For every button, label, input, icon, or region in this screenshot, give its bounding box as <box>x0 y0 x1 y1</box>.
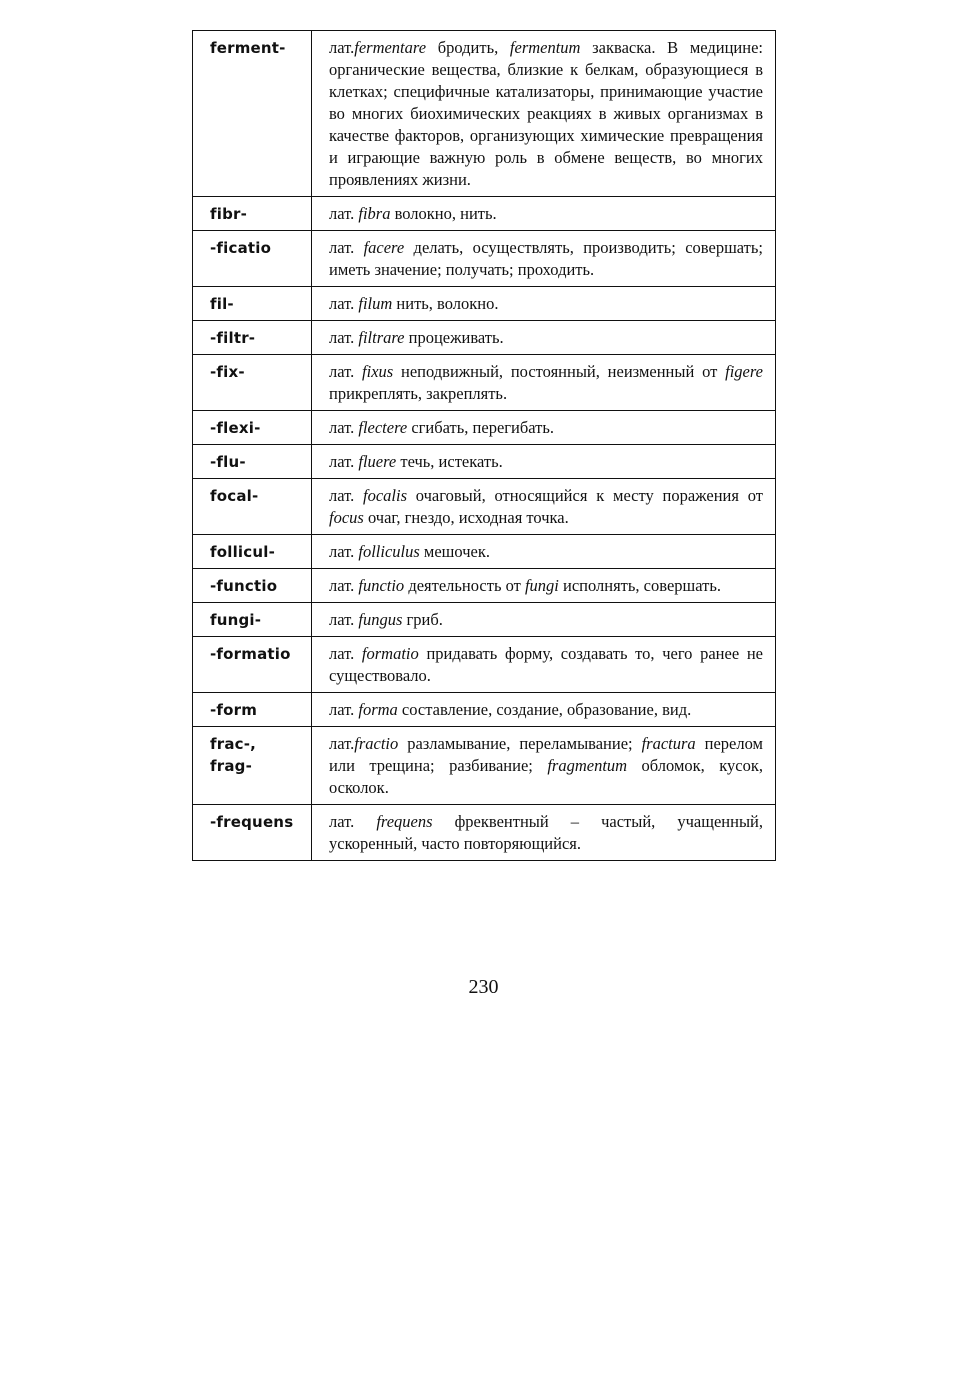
term-text: -functio <box>210 577 278 595</box>
latin-word: fibra <box>358 204 391 223</box>
definition-text: прикреплять, закреплять. <box>329 384 508 403</box>
definition-text: лат. <box>329 204 359 223</box>
definition-cell <box>312 535 776 569</box>
term-cell <box>193 197 312 231</box>
definition-text: очаговый, относящийся к месту поражения от <box>407 486 763 505</box>
definition-cell <box>312 805 776 861</box>
definition-cell <box>312 411 776 445</box>
table-row <box>193 569 776 603</box>
definition-text: лат. <box>329 644 362 663</box>
definition-text: очаг, гнездо, исходная точка. <box>363 508 569 527</box>
page-number: 230 <box>468 976 499 998</box>
definition-text: лат. <box>329 328 359 347</box>
definition-cell <box>312 445 776 479</box>
latin-word: frequens <box>376 812 433 831</box>
table-row <box>193 535 776 569</box>
definition-cell <box>312 693 776 727</box>
table-row <box>193 321 776 355</box>
term-text: focal- <box>210 487 259 505</box>
latin-word: fragmentum <box>547 756 628 775</box>
term-cell <box>193 31 312 197</box>
term-cell <box>193 231 312 287</box>
definition-text: процеживать. <box>404 328 504 347</box>
definition-cell <box>312 355 776 411</box>
table-row <box>193 445 776 479</box>
term-text: -formatio <box>210 645 291 663</box>
table-row <box>193 287 776 321</box>
term-text: -filtr- <box>210 329 256 347</box>
term-text: ferment- <box>210 39 286 57</box>
definition-text: гриб. <box>402 610 443 629</box>
definition-text: неподвижный, постоянный, неизменный от <box>393 362 726 381</box>
term-cell <box>193 355 312 411</box>
definition-text: фреквентный – частый, учащенный, ускоренный, часто повторяющийся. <box>329 812 763 853</box>
definition-cell <box>312 287 776 321</box>
definition-cell <box>312 603 776 637</box>
latin-word: figere <box>725 362 763 381</box>
table-row <box>193 637 776 693</box>
definition-text: обломок, кусок, осколок. <box>329 756 764 797</box>
table-row <box>193 411 776 445</box>
term-cell <box>193 445 312 479</box>
term-text: fibr- <box>210 205 248 223</box>
definition-text: лат. <box>329 238 364 257</box>
definition-cell <box>312 231 776 287</box>
latin-word: filum <box>358 294 393 313</box>
definition-text: лат. <box>329 294 359 313</box>
definition-text: лат. <box>329 38 355 57</box>
terms-table <box>192 30 776 861</box>
definition-text: лат. <box>329 418 359 437</box>
definition-cell <box>312 637 776 693</box>
term-cell <box>193 637 312 693</box>
definition-text: лат. <box>329 734 355 753</box>
definition-text: деятельность от <box>404 576 525 595</box>
latin-word: fractio <box>354 734 399 753</box>
table-row <box>193 727 776 805</box>
definition-text: придавать форму, создавать то, чего ранее не существовало. <box>329 644 763 685</box>
latin-word: folliculus <box>358 542 420 561</box>
term-cell <box>193 727 312 805</box>
definition-cell <box>312 569 776 603</box>
term-text: -flu- <box>210 453 246 471</box>
table-row <box>193 693 776 727</box>
table-row <box>193 197 776 231</box>
term-cell <box>193 535 312 569</box>
definition-cell <box>312 727 776 805</box>
terms-table-body <box>193 31 776 861</box>
latin-word: fluere <box>358 452 397 471</box>
table-row <box>193 31 776 197</box>
definition-cell <box>312 31 776 197</box>
term-text: -fix- <box>210 363 245 381</box>
definition-text: мешочек. <box>419 542 490 561</box>
term-cell <box>193 411 312 445</box>
definition-cell <box>312 479 776 535</box>
definition-text: течь, истекать. <box>396 452 503 471</box>
latin-word: focalis <box>363 486 408 505</box>
definition-text: делать, осуществлять, производить; совершать; иметь значение; получать; проходить. <box>329 238 763 279</box>
definition-text: бродить, <box>426 38 510 57</box>
definition-cell <box>312 197 776 231</box>
definition-text: нить, волокно. <box>392 294 499 313</box>
definition-text: лат. <box>329 700 359 719</box>
latin-word: fungi <box>524 576 559 595</box>
latin-word: forma <box>358 700 398 719</box>
latin-word: filtrare <box>358 328 405 347</box>
latin-word: fungus <box>358 610 403 629</box>
definition-text: исполнять, совершать. <box>558 576 721 595</box>
table-row <box>193 805 776 861</box>
term-cell <box>193 479 312 535</box>
definition-text: лат. <box>329 812 377 831</box>
latin-word: focus <box>329 508 364 527</box>
term-cell <box>193 287 312 321</box>
definition-text: сгибать, перегибать. <box>407 418 555 437</box>
term-text: -flexi- <box>210 419 261 437</box>
definition-text: лат. <box>329 576 359 595</box>
definition-text: лат. <box>329 610 359 629</box>
latin-word: fermentare <box>354 38 427 57</box>
latin-word: flectere <box>358 418 408 437</box>
term-cell <box>193 603 312 637</box>
definition-text: лат. <box>329 452 359 471</box>
latin-word: facere <box>363 238 405 257</box>
latin-word: fermentum <box>509 38 581 57</box>
definition-text: волокно, нить. <box>390 204 497 223</box>
term-text: -ficatio <box>210 239 272 257</box>
latin-word: fixus <box>362 362 394 381</box>
term-text: fil- <box>210 295 234 313</box>
definition-text: лат. <box>329 542 359 561</box>
term-text: fungi- <box>210 611 262 629</box>
term-text: -frequens <box>210 813 294 831</box>
definition-text: закваска. В медицине: органические вещества, близкие к белкам, образующиеся в клетках; специфичные катализаторы, принимающие участие во многих биохимических реакциях в живых организмах в качестве факторов, организующих химические превращения и играющие важную роль в обмене веществ, во многих проявлениях жизни. <box>329 38 763 189</box>
table-row <box>193 355 776 411</box>
definition-text: составление, создание, образование, вид. <box>397 700 692 719</box>
definition-text: разламывание, переламывание; <box>398 734 642 753</box>
table-row <box>193 479 776 535</box>
definition-text: лат. <box>329 486 364 505</box>
term-text: frac-, <box>210 735 257 753</box>
definition-text: лат. <box>329 362 363 381</box>
term-cell <box>193 569 312 603</box>
definition-text: перелом или трещина; разбивание; <box>329 734 763 775</box>
term-cell <box>193 805 312 861</box>
term-cell <box>193 693 312 727</box>
table-row <box>193 603 776 637</box>
definition-cell <box>312 321 776 355</box>
term-cell <box>193 321 312 355</box>
term-text: follicul- <box>210 543 275 561</box>
latin-word: fractura <box>641 734 696 753</box>
term-text: -form <box>210 701 258 719</box>
table-row <box>193 231 776 287</box>
latin-word: formatio <box>361 644 419 663</box>
latin-word: functio <box>358 576 405 595</box>
term-text: frag- <box>210 757 253 775</box>
